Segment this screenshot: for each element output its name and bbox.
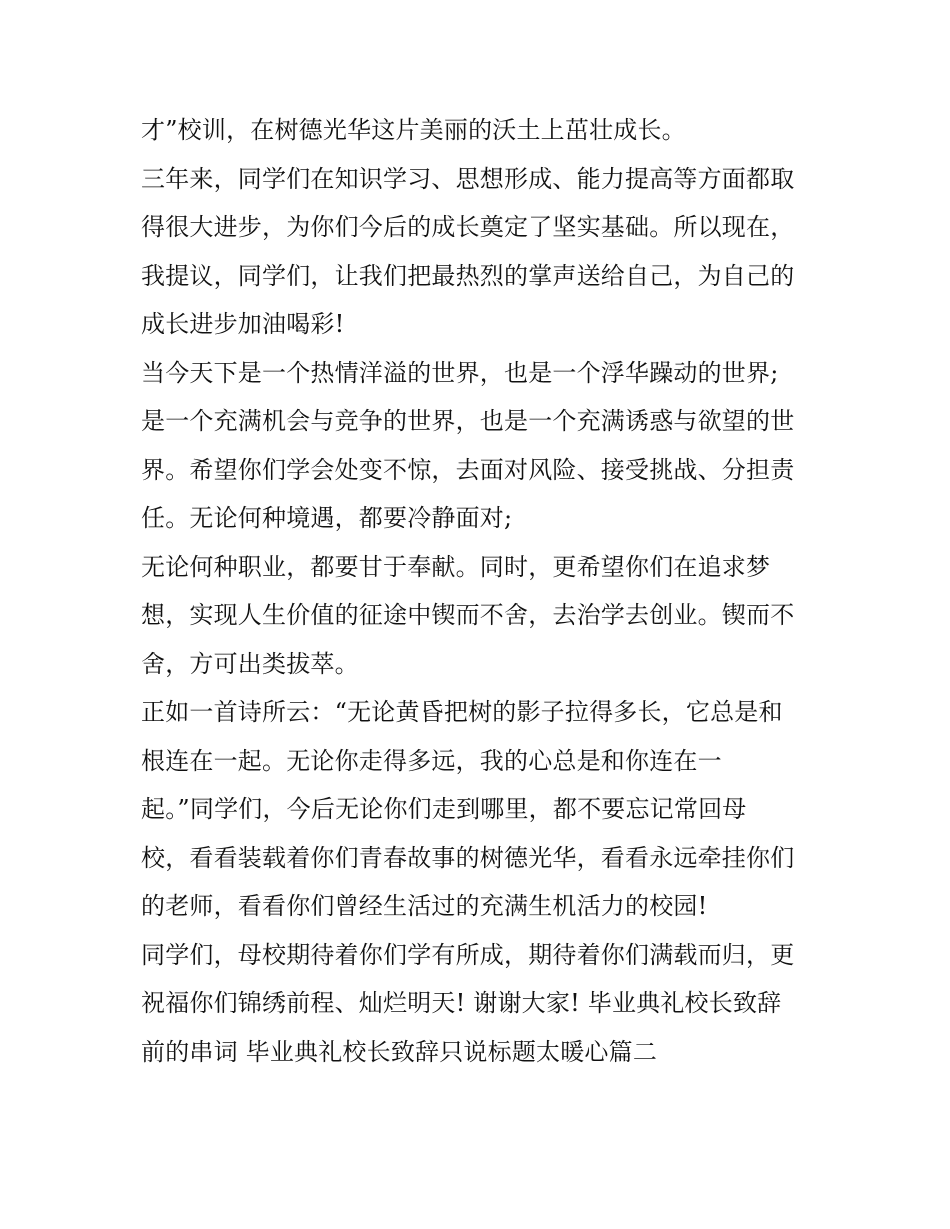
text-line: 祝福你们锦绣前程、灿烂明天! 谢谢大家! 毕业典礼校长致辞 (141, 989, 782, 1017)
text-line: 我提议，同学们，让我们把最热烈的掌声送给自己，为自己的 (141, 261, 795, 290)
text-line: 成长进步加油喝彩! (141, 310, 345, 338)
text-line: 无论何种职业，都要甘于奉献。同时，更希望你们在追求梦 (141, 552, 771, 581)
text-line: 想，实现人生价值的征途中锲而不舍，去治学去创业。锲而不 (141, 601, 795, 629)
text-line: 三年来，同学们在知识学习、思想形成、能力提高等方面都取 (141, 164, 795, 193)
text-line: 前的串词 毕业典礼校长致辞只说标题太暖心篇二 (141, 1037, 658, 1066)
text-line: 的老师，看看你们曾经生活过的充满生机活力的校园! (141, 892, 708, 920)
text-line: 是一个充满机会与竞争的世界，也是一个充满诱惑与欲望的世 (141, 407, 795, 435)
text-line: 当今天下是一个热情洋溢的世界，也是一个浮华躁动的世界; (141, 358, 779, 387)
text-line: 任。无论何种境遇，都要冷静面对; (141, 504, 513, 532)
text-line: 校，看看装载着你们青春故事的树德光华，看看永远牵挂你们 (141, 843, 795, 872)
text-line: 同学们，母校期待着你们学有所成，期待着你们满载而归，更 (141, 940, 795, 969)
text-line: 得很大进步，为你们今后的成长奠定了坚实基础。所以现在， (141, 213, 795, 241)
text-line: 界。希望你们学会处变不惊，去面对风险、接受挑战、分担责 (141, 455, 795, 484)
text-line: 根连在一起。无论你走得多远，我的心总是和你连在一 (141, 746, 722, 775)
text-line: 正如一首诗所云：“无论黄昏把树的影子拉得多长，它总是和 (141, 698, 783, 726)
body-text (141, 106, 821, 1076)
text-line: 舍，方可出类拔萃。 (141, 649, 359, 678)
text-line: 起。”同学们，今后无论你们走到哪里，都不要忘记常回母 (141, 795, 747, 823)
text-line: 才”校训，在树德光华这片美丽的沃土上茁壮成长。 (141, 116, 686, 144)
